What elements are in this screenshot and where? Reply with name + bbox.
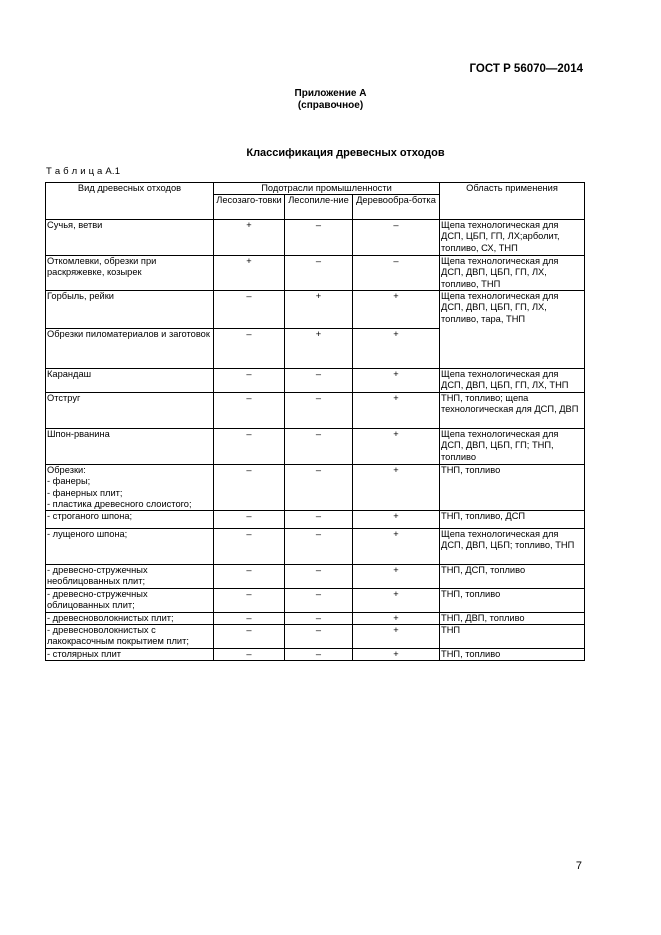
page-number: 7 bbox=[575, 860, 582, 872]
woodworking-cell: + bbox=[353, 329, 440, 369]
appendix-type: (справочное) bbox=[297, 100, 364, 111]
logging-cell: – bbox=[214, 465, 285, 511]
table-row bbox=[46, 291, 585, 329]
application-cell: Щепа технологическая для ДСП, ДВП, ЦБП, ГП, ЛХ, ТНП bbox=[440, 369, 585, 393]
woodworking-cell: + bbox=[353, 648, 440, 660]
sawmill-cell: – bbox=[285, 465, 353, 511]
application-cell: ТНП, топливо; щепа технологическая для ДСП, ДВП bbox=[440, 393, 585, 429]
standard-number: ГОСТ Р 56070—2014 bbox=[469, 63, 583, 75]
table-row bbox=[46, 220, 585, 256]
table-row bbox=[46, 624, 585, 648]
table-row bbox=[46, 429, 585, 465]
header-industries: Подотрасли промышленности bbox=[214, 183, 440, 195]
header-waste-type: Вид древесных отходов bbox=[46, 183, 214, 220]
application-cell: Щепа технологическая для ДСП, ЦБП, ГП, ЛХ;арболит, топливо, СХ, ТНП bbox=[440, 220, 585, 256]
logging-cell: – bbox=[214, 529, 285, 565]
waste-cell: Шпон-рванина bbox=[46, 429, 214, 465]
application-cell: Щепа технологическая для ДСП, ДВП, ЦБП; топливо, ТНП bbox=[440, 529, 585, 565]
logging-cell: – bbox=[214, 612, 285, 624]
table-row bbox=[46, 511, 585, 529]
table-row bbox=[46, 588, 585, 612]
sawmill-cell: – bbox=[285, 624, 353, 648]
sawmill-cell: – bbox=[285, 588, 353, 612]
sawmill-cell: – bbox=[285, 369, 353, 393]
table-row bbox=[46, 648, 585, 660]
application-cell: Щепа технологическая для ДСП, ДВП, ЦБП, ГП, ЛХ, топливо, ТНП bbox=[440, 256, 585, 291]
woodworking-cell: + bbox=[353, 624, 440, 648]
table-row bbox=[46, 465, 585, 511]
waste-cell: - древесно-стружечных облицованных плит; bbox=[46, 588, 214, 612]
application-cell: Щепа технологическая для ДСП, ДВП, ЦБП, ГП, ЛХ, топливо, тара, ТНП bbox=[440, 291, 585, 369]
waste-cell: - лущеного шпона; bbox=[46, 529, 214, 565]
woodworking-cell: – bbox=[353, 256, 440, 291]
waste-cell: Обрезки пиломатериалов и заготовок bbox=[46, 329, 214, 369]
header-woodworking: Деревообра-ботка bbox=[353, 195, 440, 220]
sawmill-cell: – bbox=[285, 648, 353, 660]
woodworking-cell: + bbox=[353, 465, 440, 511]
table-row bbox=[46, 256, 585, 291]
waste-cell: Горбыль, рейки bbox=[46, 291, 214, 329]
sawmill-cell: + bbox=[285, 329, 353, 369]
waste-cell: Отструг bbox=[46, 393, 214, 429]
waste-cell: - древесноволокнистых с лакокрасочным покрытием плит; bbox=[46, 624, 214, 648]
woodworking-cell: + bbox=[353, 565, 440, 588]
waste-cell: - столярных плит bbox=[46, 648, 214, 660]
table-row bbox=[46, 612, 585, 624]
logging-cell: – bbox=[214, 624, 285, 648]
table-row bbox=[46, 369, 585, 393]
application-cell: Щепа технологическая для ДСП, ДВП, ЦБП, ГП; ТНП, топливо bbox=[440, 429, 585, 465]
woodworking-cell: + bbox=[353, 429, 440, 465]
woodworking-cell: + bbox=[353, 369, 440, 393]
sawmill-cell: – bbox=[285, 612, 353, 624]
waste-cell: Сучья, ветви bbox=[46, 220, 214, 256]
logging-cell: – bbox=[214, 369, 285, 393]
logging-cell: – bbox=[214, 565, 285, 588]
logging-cell: – bbox=[214, 429, 285, 465]
section-title: Классификация древесных отходов bbox=[246, 147, 445, 159]
sawmill-cell: – bbox=[285, 511, 353, 529]
header-application: Область применения bbox=[440, 183, 585, 220]
logging-cell: – bbox=[214, 511, 285, 529]
logging-cell: – bbox=[214, 329, 285, 369]
sawmill-cell: – bbox=[285, 529, 353, 565]
sawmill-cell: + bbox=[285, 291, 353, 329]
classification-table bbox=[45, 182, 585, 661]
sawmill-cell: – bbox=[285, 256, 353, 291]
application-cell: ТНП, ДСП, топливо bbox=[440, 565, 585, 588]
application-cell: ТНП bbox=[440, 624, 585, 648]
table-row bbox=[46, 393, 585, 429]
waste-cell: Обрезки: - фанеры; - фанерных плит; - пластика древесного слоистого; bbox=[46, 465, 214, 511]
table-row bbox=[46, 529, 585, 565]
logging-cell: – bbox=[214, 393, 285, 429]
sawmill-cell: – bbox=[285, 429, 353, 465]
header-sawmill: Лесопиле-ние bbox=[285, 195, 353, 220]
logging-cell: + bbox=[214, 256, 285, 291]
waste-cell: Карандаш bbox=[46, 369, 214, 393]
logging-cell: – bbox=[214, 648, 285, 660]
application-cell: ТНП, ДВП, топливо bbox=[440, 612, 585, 624]
application-cell: ТНП, топливо bbox=[440, 465, 585, 511]
waste-cell: - древесно-стружечных необлицованных плит; bbox=[46, 565, 214, 588]
woodworking-cell: + bbox=[353, 529, 440, 565]
waste-cell: Откомлевки, обрезки при раскряжевке, козырек bbox=[46, 256, 214, 291]
sawmill-cell: – bbox=[285, 565, 353, 588]
table-row bbox=[46, 565, 585, 588]
waste-cell: - древесноволокнистых плит; bbox=[46, 612, 214, 624]
waste-cell: - строганого шпона; bbox=[46, 511, 214, 529]
woodworking-cell: + bbox=[353, 291, 440, 329]
logging-cell: – bbox=[214, 588, 285, 612]
logging-cell: – bbox=[214, 291, 285, 329]
sawmill-cell: – bbox=[285, 220, 353, 256]
woodworking-cell: + bbox=[353, 393, 440, 429]
sawmill-cell: – bbox=[285, 393, 353, 429]
woodworking-cell: + bbox=[353, 588, 440, 612]
table-caption: Т а б л и ц а А.1 bbox=[46, 166, 121, 177]
woodworking-cell: – bbox=[353, 220, 440, 256]
woodworking-cell: + bbox=[353, 511, 440, 529]
appendix-label: Приложение А bbox=[294, 88, 367, 99]
application-cell: ТНП, топливо, ДСП bbox=[440, 511, 585, 529]
header-logging: Лесозаго-товки bbox=[214, 195, 285, 220]
application-cell: ТНП, топливо bbox=[440, 588, 585, 612]
logging-cell: + bbox=[214, 220, 285, 256]
woodworking-cell: + bbox=[353, 612, 440, 624]
application-cell: ТНП, топливо bbox=[440, 648, 585, 660]
